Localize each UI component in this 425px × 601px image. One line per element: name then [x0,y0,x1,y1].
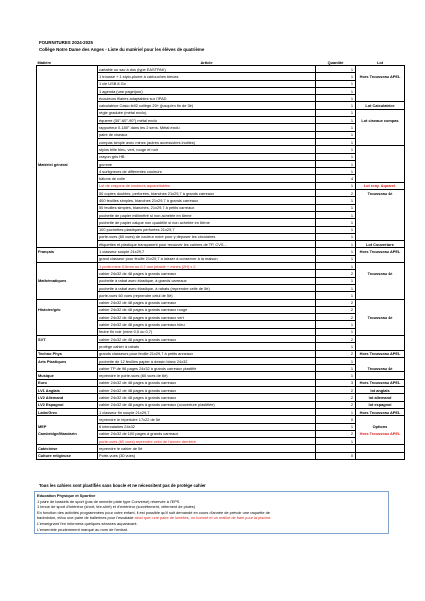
lot-cell [356,95,405,102]
table-row [37,197,405,204]
quantity-cell: 1 [316,182,356,189]
article-cell: 1 trousse + 1 stylo-plume à cartouches bleues [98,73,316,80]
matiere-cell [37,233,98,240]
quantity-cell: 1 [316,204,356,211]
lot-cell [356,233,405,240]
quantity-cell: 2 [316,387,356,394]
quantity-cell: 1 [316,131,356,138]
lot-cell [356,80,405,87]
table-row [37,168,405,175]
article-cell: 50 feuilles simples, blanches, 21x29,7 à petits carreaux [98,204,316,211]
table-row [37,248,405,255]
quantity-cell: 2 [316,299,356,306]
quantity-cell: 1 [316,248,356,255]
quantity-cell: 1 [316,95,356,102]
table-row [37,255,405,262]
article-cell: cahier 24x32 de 48 pages à grands carreaux rouge [98,306,316,313]
article-cell: pochette de 12 feuilles papier à dessin blanc 24x32 [98,357,316,364]
lot-cell [356,343,405,350]
article-cell: bâtons de colle [98,175,316,182]
article-cell: 1 classeur fin souple 21x29,7 [98,408,316,415]
article-cell: porte-vues (60 vues) reprendre celui de l'année dernière [98,438,316,445]
matiere-cell [37,299,98,306]
article-cell: grands classeurs pour feuille 21x29,7 à petits anneaux [98,350,316,357]
table-row [37,153,405,160]
lot-cell [356,292,405,299]
lot-cell [356,277,405,284]
quantity-cell: 2 [316,314,356,321]
article-cell: reprendre le porte-vues (60 vues de 6è) [98,372,316,379]
quantity-cell: 2 [316,350,356,357]
table-row [37,160,405,167]
article-cell: feutre fin noir (mine 0,5 ou 0,7) [98,328,316,335]
article-cell: grand classeur pour feuille 21x29,7 à laisser à conserver à la maison [98,255,316,262]
eps-line: 1 paire de baskets de sport (pas de semelle plate type Converse) réservée à l'EPS [37,498,180,504]
matiere-cell: Latin/Grec [37,408,98,415]
matiere-cell [37,146,98,153]
article-cell: pochette de papier calque non quadrillé si non achetée en 6ème [98,219,316,226]
quantity-cell: 1 [316,241,356,248]
quantity-cell: 1 [316,321,356,328]
quantity-cell: 1 [316,357,356,364]
matiere-cell [37,255,98,262]
matiere-cell [37,109,98,116]
lot-cell: Hors Trousseau APEL [356,379,405,386]
table-row [37,270,405,277]
article-cell: 1 clé USB 8 Go [98,80,316,87]
table-row [37,357,405,364]
header-article: Article [98,59,316,66]
lot-cell [356,168,405,175]
article-cell: 1 agenda (une page/jour) [98,87,316,94]
eps-line-text: badminton, et/ou une paire de ballerines pour l'escalade [37,515,135,521]
matiere-cell: LV2 Espagnol [37,401,98,408]
matiere-cell [37,138,98,145]
article-cell: cahier TP de 96 pages 24x32 à grands carreaux plastifié [98,365,316,372]
table-row [37,138,405,145]
matiere-cell [37,219,98,226]
quantity-cell: 3 [316,379,356,386]
matiere-cell [37,175,98,182]
table-row [37,102,405,109]
article-cell: reprendre le répertoire 17x22 de 5è [98,416,316,423]
table-row [37,335,405,342]
lot-cell: lot anglais [356,387,405,394]
matiere-cell [37,270,98,277]
article-cell: cahier 24x32 de 48 pages à grands carreaux bleu [98,321,316,328]
table-row [37,328,405,335]
table-row [37,452,405,459]
matiere-cell [37,365,98,372]
quantity-cell: 1 [316,168,356,175]
quantity-cell: 0 [316,452,356,459]
table-row [37,211,405,218]
article-cell: calculatrice Casio fx92 collège 20+ (jusqu'en fin de 3è) [98,102,316,109]
quantity-cell: 1 [316,211,356,218]
table-row [37,350,405,357]
article-cell: cahier 24x32 de 48 pages à grands carreaux (couverture plastifiée) [98,401,316,408]
lot-cell [356,357,405,364]
table-row [37,379,405,386]
article-cell: cahier 24x32 de 48 pages à grands carreaux [98,270,316,277]
quantity-cell: 1 [316,423,356,430]
quantity-cell: 2 [316,270,356,277]
table-row [37,408,405,415]
table-row [37,284,405,291]
lot-cell [356,438,405,445]
page-title: FOURNITURES 2024-2025 [39,40,93,45]
matiere-cell [37,263,98,270]
table-row [37,372,405,379]
quantity-cell: 1 [316,438,356,445]
table-row [37,263,405,270]
lot-cell [356,204,405,211]
matiere-cell: Catéchèse [37,445,98,452]
eps-box [34,491,389,534]
article-cell: rapporteur 0-180° dans les 2 sens. Métal exclu [98,124,316,131]
lot-cell [356,372,405,379]
lot-cell: Lot ciseaux compas [356,117,405,124]
table-row [37,306,405,313]
article-cell: 1 classeur souple 21x29,7 [98,248,316,255]
matiere-cell [37,197,98,204]
matiere-cell [37,168,98,175]
lot-cell: Hors Trousseau APEL [356,350,405,357]
lot-cell [356,299,405,306]
table-row [37,394,405,401]
lot-cell: Hors Trousseau APEL [356,248,405,255]
table-row [37,66,405,73]
article-cell: 100 pochettes plastiques perforées 21x29,7 [98,226,316,233]
lot-cell [356,306,405,313]
lot-cell [356,175,405,182]
article-cell: stylos bille bleu, vert, rouge et noir [98,146,316,153]
article-cell: 1 porte-mine 0,5mm ou 0,7 non jetable + mines (2H) x 2 [98,263,316,270]
quantity-cell: 1 [316,365,356,372]
article-cell: 6 intercalaires 24x32 [98,423,316,430]
quantity-cell: 1 [316,73,356,80]
table-row [37,226,405,233]
eps-line: En fonction des activités programmées pour votre enfant, il est possible qu'il soit demandé en cours d'année de prévoir une raquette de [37,509,270,515]
matiere-cell [37,328,98,335]
matiere-cell [37,182,98,189]
lot-cell: Trousseau 4è [356,365,405,372]
table-row [37,219,405,226]
matiere-cell [37,153,98,160]
article-cell: pochette à rabat avec élastique, à rabats (reprendre celle de 5è) [98,284,316,291]
matiere-cell [37,314,98,321]
table-row [37,292,405,299]
matiere-cell [37,211,98,218]
matiere-cell [37,438,98,445]
quantity-cell: 1 [316,124,356,131]
lot-cell [356,87,405,94]
lot-cell [356,66,405,73]
quantity-cell: 1 [316,408,356,415]
quantity-cell: 2 [316,401,356,408]
table-row [37,124,405,131]
matiere-cell: Français [37,248,98,255]
article-cell: cartable ou sac à dos (type EASTPAK) [98,66,316,73]
matiere-cell [37,87,98,94]
article-cell: protège cahier à rabats [98,343,316,350]
quantity-cell: 1 [316,153,356,160]
matiere-cell: Cambridge/Mandarin [37,430,98,437]
lot-cell [356,138,405,145]
header-quantite: Quantité [316,59,356,66]
eps-line: L'enseignant l'en informera quelques séances auparavant. [37,520,138,526]
table-row [37,416,405,423]
quantity-cell: 1 [316,372,356,379]
article-cell: pochette de papier millimétré si non achetée en 6ème [98,211,316,218]
quantity-cell: 1 [316,138,356,145]
matiere-cell: Arts Plastiques [37,357,98,364]
article-cell: crayon gris HB [98,153,316,160]
lot-cell: Options [356,423,405,430]
matiere-cell [37,226,98,233]
matiere-cell: LV2 Allemand [37,394,98,401]
lot-cell [356,197,405,204]
lot-cell [356,226,405,233]
matiere-cell [37,117,98,124]
article-cell: compas simple avec mines (autres accessoires inutiles) [98,138,316,145]
matiere-cell [37,66,98,73]
article-cell: cahier 24x32 de 48 pages à grands carreaux vert [98,314,316,321]
matiere-cell: Matériel général [37,160,98,167]
matiere-cell [37,284,98,291]
quantity-cell: 1 [316,255,356,262]
article-cell: 400 feuilles simples, blanches 21x29,7 à grands carreaux [98,197,316,204]
table-row [37,204,405,211]
table-row [37,401,405,408]
quantity-cell: 1 [316,160,356,167]
header-matiere: Matière [37,59,98,66]
lot-cell [356,263,405,270]
quantity-cell: 1 [316,80,356,87]
matiere-cell [37,321,98,328]
article-cell: porte-vues 60 vues (reprendre celui de 5è) [98,292,316,299]
quantity-cell: 1 [316,233,356,240]
lot-cell [356,335,405,342]
article-cell: reprendre le cahier de 5è [98,445,316,452]
table-row [37,233,405,240]
lot-cell: Trousseau 4è [356,190,405,197]
matiere-cell [37,80,98,87]
lot-cell [356,160,405,167]
article-cell: Lot de crayons de couleurs aquarellables [98,182,316,189]
header-lot: Lot [356,59,405,66]
matiere-cell: Histoire/géo [37,306,98,313]
table-row [37,430,405,437]
matiere-cell: Techno Phys [37,350,98,357]
matiere-cell [37,292,98,299]
quantity-cell: 1 [316,328,356,335]
lot-cell [356,124,405,131]
quantity-cell: 2 [316,335,356,342]
table-row [37,175,405,182]
lot-cell: lot espagnol [356,401,405,408]
table-row [37,438,405,445]
table-row [37,80,405,87]
table-row [37,131,405,138]
quantity-cell: 1 [316,146,356,153]
table-row [37,87,405,94]
table-row [37,109,405,116]
lot-cell [356,211,405,218]
matiere-cell: SVT [37,335,98,342]
lot-cell: Hors Trousseau APEL [356,73,405,80]
quantity-cell: 1 [316,343,356,350]
article-cell: Porte-vues (30 vues) [98,452,316,459]
article-cell: porte-vues (60 vues) de couleur noire pour y déposer les circulaires [98,233,316,240]
quantity-cell: 2 [316,190,356,197]
quantity-cell: 1 [316,219,356,226]
eps-line-red-text: ainsi que: une paire de lunettes, un bonnet et un maillot de bain pour la piscine. [134,515,272,521]
lot-cell [356,131,405,138]
table-body [37,66,405,460]
table-row [37,241,405,248]
matiere-cell: Culture religieuse [37,452,98,459]
lot-cell [356,445,405,452]
lot-cell [356,328,405,335]
lot-cell: Hors Trousseau APEL [356,430,405,437]
table-row [37,117,405,124]
article-cell: 4 surligneurs de différentes couleurs [98,168,316,175]
lot-cell: Lot cray. Aquarel. [356,182,405,189]
lot-cell: Lot Calculatrice [356,102,405,109]
table-row [37,343,405,350]
quantity-cell: 2 [316,306,356,313]
table-row [37,445,405,452]
table-row [37,277,405,284]
quantity-cell: 0 [316,416,356,423]
quantity-cell: 1 [316,197,356,204]
quantity-cell: 1 [316,66,356,73]
matiere-cell [37,190,98,197]
quantity-cell: 1 [316,109,356,116]
matiere-cell [37,73,98,80]
matiere-cell [37,416,98,423]
lot-cell: lot allemand [356,394,405,401]
matiere-cell: Musique [37,372,98,379]
article-cell: cahier 24x32 de 100 pages à grands carreaux [98,430,316,437]
matiere-cell [37,102,98,109]
table-row [37,365,405,372]
matiere-cell: MEP [37,423,98,430]
quantity-cell: 1 [316,292,356,299]
quantity-cell [316,445,356,452]
matiere-cell: Mathématiques [37,277,98,284]
quantity-cell: 1 [316,102,356,109]
article-cell: cahier 24x32 de 48 pages à grands carreaux [98,335,316,342]
article-cell: paire de ciseaux [98,131,316,138]
quantity-cell: 1 [316,87,356,94]
lot-cell [356,146,405,153]
lot-cell: Hors Trousseau APEL [356,408,405,415]
lot-cell [356,416,405,423]
article-cell: étiquettes et plastique transparent pour recouvrir les cahiers de TP, CVS… [98,241,316,248]
table-row [37,423,405,430]
article-cell: pochette à rabat avec élastique, à grands carreaux [98,277,316,284]
table-row [37,146,405,153]
table-row [37,387,405,394]
lot-cell [356,321,405,328]
table-row [37,321,405,328]
eps-title: Education Physique et Sportive [37,493,96,498]
quantity-cell: 1 [316,284,356,291]
matiere-cell: LV1 Anglais [37,387,98,394]
article-cell: règle graduée (métal exclu) [98,109,316,116]
article-cell: cahier 24x32 de 48 pages à grands carreaux [98,387,316,394]
lot-cell [356,255,405,262]
article-cell: 50 copies doubles, perforées, blanches 21x29,7 à grands carreaux [98,190,316,197]
table-row [37,190,405,197]
matiere-cell [37,343,98,350]
lot-cell [356,452,405,459]
lot-cell: Lot Couverture [356,241,405,248]
article-cell: cahier 24x32 de 48 pages à grands carreaux [98,299,316,306]
matiere-cell [37,204,98,211]
matiere-cell: Euro [37,379,98,386]
article-cell: gomme [98,160,316,167]
lot-cell [356,153,405,160]
article-cell: cahier 24x32 de 48 pages à grands carreaux [98,394,316,401]
plastified-note: Tous les cahiers sont plastifiés sans boucle et ne nécessitent pas de protège cahier [39,483,206,488]
lot-cell: Trousseau 4è [356,314,405,321]
article-cell: cahier 24x32 de 48 pages à grands carreaux [98,379,316,386]
matiere-cell [37,95,98,102]
table-row [37,73,405,80]
lot-cell [356,109,405,116]
quantity-cell: 1 [316,226,356,233]
eps-line: L'ensemble prudemment marqué au nom de l'enfant. [37,526,129,532]
table-row [37,299,405,306]
quantity-cell: 1 [316,263,356,270]
table-row [37,182,405,189]
table-row [37,314,405,321]
page-subtitle: Collège Notre Dame des Anges - Liste du matériel pour les élèves de quatrième [39,47,205,52]
quantity-cell: 1 [316,277,356,284]
quantity-cell: 4 [316,175,356,182]
lot-cell: Trousseau 4è [356,270,405,277]
quantity-cell: 2 [316,394,356,401]
quantity-cell: 1 [316,117,356,124]
matiere-cell [37,241,98,248]
quantity-cell: 2 [316,430,356,437]
lot-cell [356,219,405,226]
supply-table [36,59,405,460]
eps-line: 1 tenue de sport d'intérieur (short, tee-shirt) et d'extérieur (survêtement, vêtement de pluies) [37,504,196,510]
table-row [37,95,405,102]
matiere-cell [37,124,98,131]
matiere-cell [37,131,98,138]
lot-cell [356,284,405,291]
article-cell: écouteurs filaires adaptables sur l'IPAD [98,95,316,102]
article-cell: équerre (30°-60°-90°) métal exclu [98,117,316,124]
